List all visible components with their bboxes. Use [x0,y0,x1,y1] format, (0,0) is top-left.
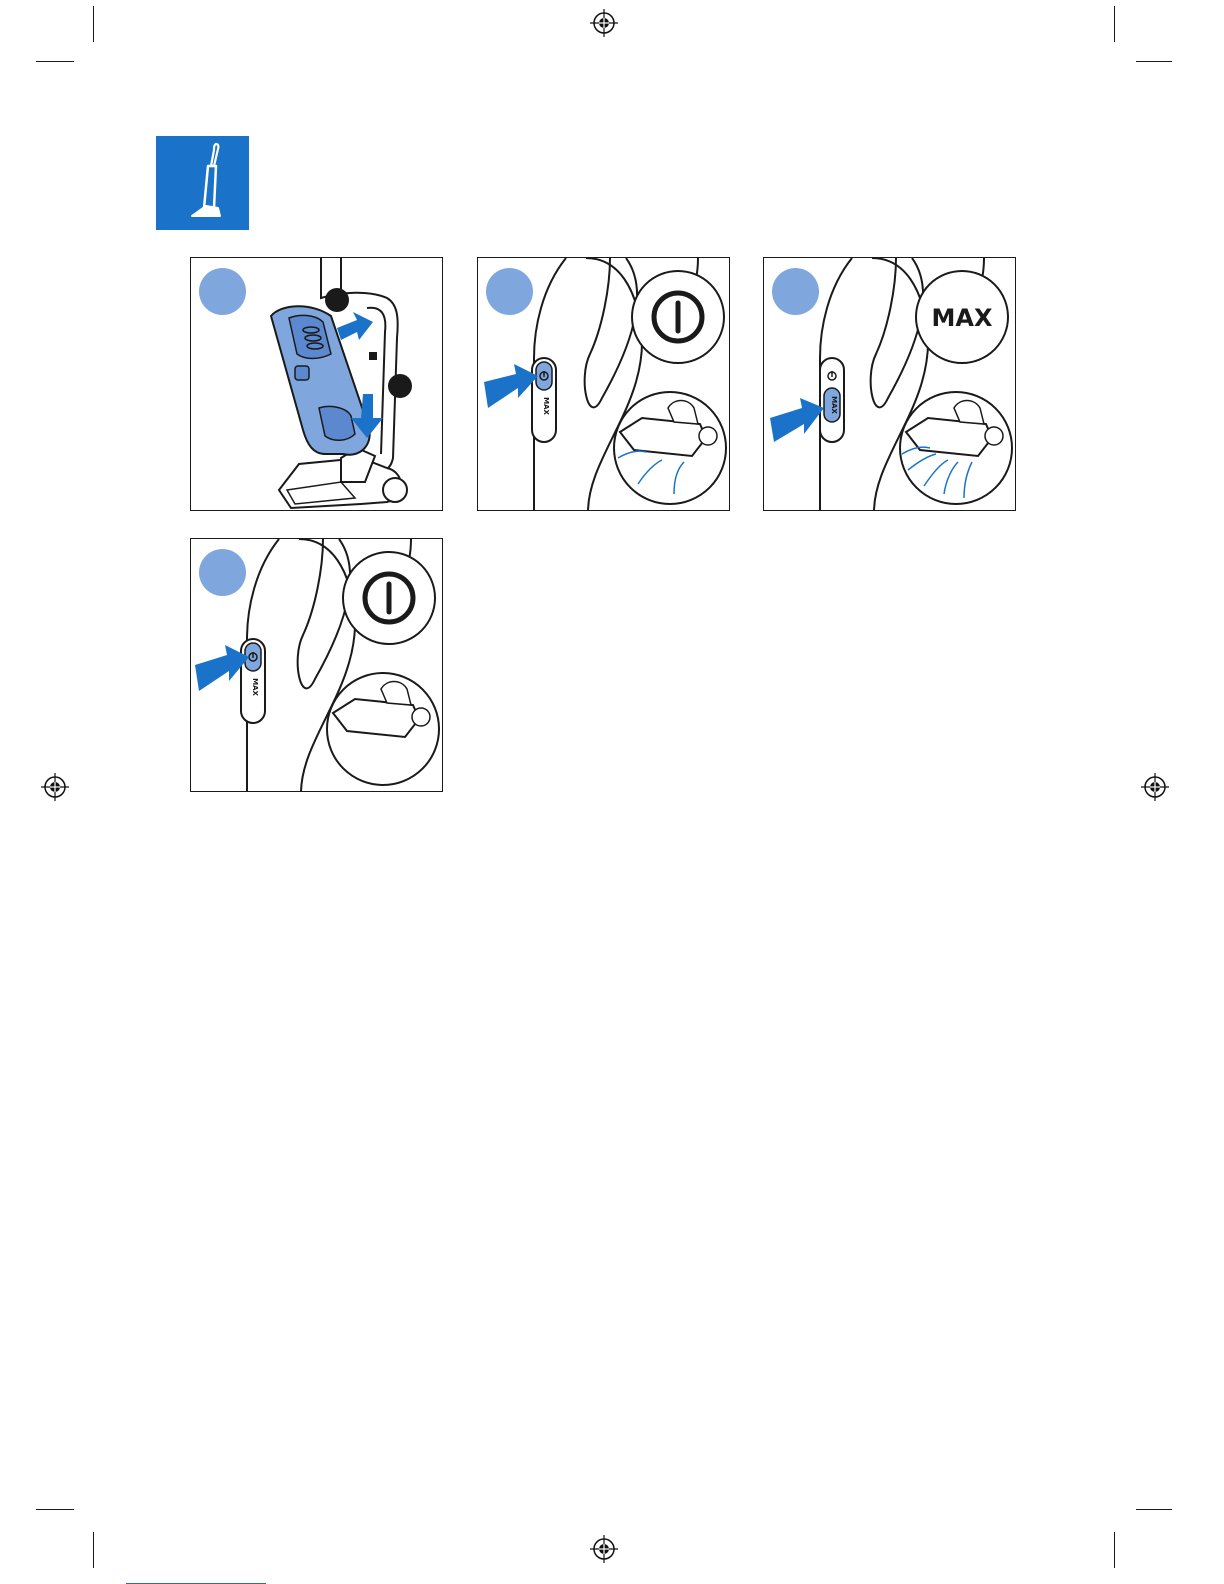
crop-mark [36,1509,74,1510]
step-1-panel [190,257,443,511]
crop-mark [93,1532,94,1568]
crop-mark [36,61,74,62]
max-label: MAX [830,396,838,414]
max-button-illustration [764,258,1016,511]
max-callout-text: MAX [931,304,993,332]
step-3-panel [763,257,1016,511]
registration-mark-icon [589,1534,619,1564]
attach-handheld-unit-illustration [191,258,443,511]
max-label: MAX [542,397,550,415]
registration-mark-icon [40,772,70,802]
step-2-panel [477,257,730,511]
step-4-panel [190,538,443,792]
crop-mark [1136,1509,1172,1510]
upright-vacuum-icon [156,136,249,230]
crop-mark [1114,6,1115,42]
power-button-illustration [478,258,730,511]
registration-mark-icon [589,8,619,38]
crop-mark [1136,61,1172,62]
crop-mark [1114,1532,1115,1568]
crop-mark [93,6,94,42]
registration-mark-icon [1140,772,1170,802]
power-off-illustration [191,539,443,792]
max-label: MAX [251,678,259,696]
